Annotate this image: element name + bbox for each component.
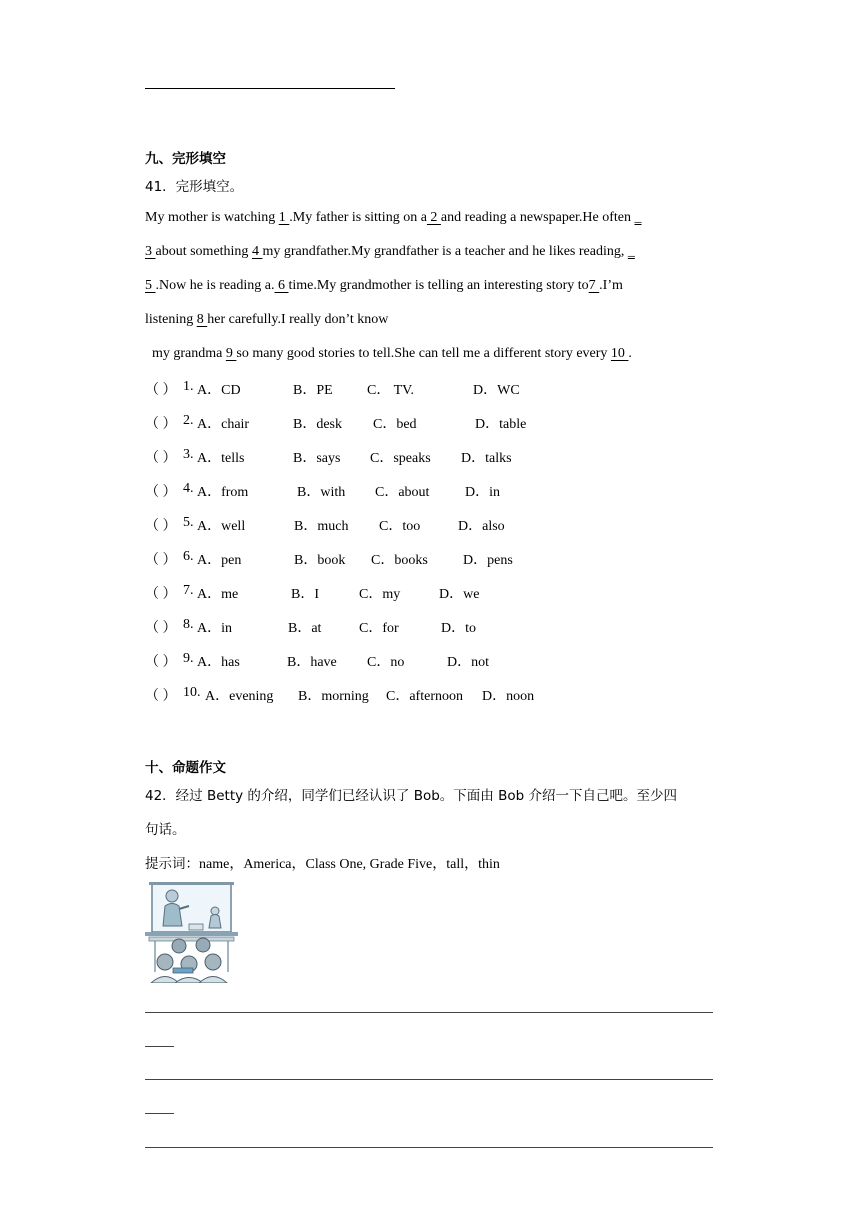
option-c[interactable]: C．no — [367, 655, 405, 670]
option-b[interactable]: B．have — [287, 655, 337, 670]
classroom-illustration — [145, 882, 238, 983]
hint-label: 提示词： — [145, 856, 199, 872]
passage-line-5: my grandma 9 so many good stories to tell.She can tell me a different story every 10 . — [152, 346, 632, 361]
answer-paren[interactable]: （ ） — [145, 553, 177, 568]
option-b[interactable]: B．with — [297, 485, 346, 500]
answer-paren[interactable]: （ ） — [145, 587, 177, 602]
option-a[interactable]: A．evening — [205, 689, 274, 704]
option-c[interactable]: C．too — [379, 519, 421, 534]
option-d[interactable]: D．to — [441, 621, 476, 636]
top-rule — [145, 88, 395, 89]
option-b[interactable]: B．book — [294, 553, 346, 568]
question-41-label: 41．完形填空。 — [145, 179, 244, 195]
option-c[interactable]: C．for — [359, 621, 399, 636]
answer-paren[interactable]: （ ） — [145, 451, 177, 466]
option-d[interactable]: D．table — [475, 417, 527, 432]
blank-6[interactable]: 6 — [274, 278, 289, 293]
blank-7[interactable]: 7 — [588, 278, 600, 293]
option-a[interactable]: A．well — [197, 519, 246, 534]
blank-10[interactable]: 10 — [610, 346, 629, 361]
option-b[interactable]: B．says — [293, 451, 341, 466]
option-c[interactable]: C．speaks — [370, 451, 431, 466]
option-d[interactable]: D．WC — [473, 383, 520, 398]
blank-5-start[interactable]: _ — [627, 244, 635, 259]
answer-paren[interactable]: （ ） — [145, 485, 177, 500]
blank-4[interactable]: 4 — [251, 244, 263, 259]
option-c[interactable]: C．bed — [373, 417, 417, 432]
passage-line-1: My mother is watching 1 .My father is sitting on a 2 and reading a newspaper.He often _ — [145, 210, 642, 225]
answer-paren[interactable]: （ ） — [145, 655, 177, 670]
option-c[interactable]: C．books — [371, 553, 428, 568]
answer-line-3[interactable] — [145, 1147, 713, 1148]
option-b[interactable]: B．much — [294, 519, 349, 534]
option-c[interactable]: C．afternoon — [386, 689, 463, 704]
option-b[interactable]: B．morning — [298, 689, 369, 704]
hint-words: name，America，Class One, Grade Five，tall，thin — [199, 857, 500, 872]
answer-paren[interactable]: （ ） — [145, 519, 177, 534]
passage-line-2: 3 about something 4 my grandfather.My grandfather is a teacher and he likes reading, _ — [145, 244, 635, 259]
blank-3[interactable]: 3 — [145, 244, 156, 259]
option-d[interactable]: D．noon — [482, 689, 535, 704]
answer-paren[interactable]: （ ） — [145, 417, 177, 432]
hint-words-line — [145, 852, 500, 873]
passage-line-3: 5 .Now he is reading a. 6 time.My grandmother is telling an interesting story to7 .I’m — [145, 278, 623, 293]
option-a[interactable]: A．in — [197, 621, 232, 636]
option-c[interactable]: C．about — [375, 485, 430, 500]
option-a[interactable]: A．pen — [197, 553, 242, 568]
option-b[interactable]: B．I — [291, 587, 319, 602]
option-a[interactable]: A．has — [197, 655, 240, 670]
option-d[interactable]: D．also — [458, 519, 505, 534]
option-b[interactable]: B．PE — [293, 383, 333, 398]
blank-1[interactable]: 1 — [278, 210, 290, 225]
answer-line-1-tail[interactable] — [145, 1046, 174, 1047]
blank-9[interactable]: 9 — [225, 346, 237, 361]
question-42-prompt: 42．经过 Betty 的介绍，同学们已经认识了 Bob。下面由 Bob 介绍一下自己吧。至少四 — [145, 788, 677, 804]
option-d[interactable]: D．talks — [461, 451, 512, 466]
answer-line-2-tail[interactable] — [145, 1113, 174, 1114]
option-a[interactable]: A．chair — [197, 417, 250, 432]
answer-line-2[interactable] — [145, 1079, 713, 1080]
section-9-title: 九、完形填空 — [145, 151, 226, 167]
section-10-title: 十、命题作文 — [145, 760, 226, 776]
answer-paren[interactable]: （ ） — [145, 689, 177, 704]
question-42-prompt-cont: 句话。 — [145, 822, 186, 838]
option-a[interactable]: A．CD — [197, 383, 241, 398]
blank-3-start[interactable]: _ — [634, 210, 642, 225]
option-d[interactable]: D．pens — [463, 553, 513, 568]
option-a[interactable]: A．tells — [197, 451, 245, 466]
option-d[interactable]: D．in — [465, 485, 500, 500]
option-a[interactable]: A．from — [197, 485, 249, 500]
option-d[interactable]: D．we — [439, 587, 480, 602]
passage-line-4: listening 8 her carefully.I really don’t know — [145, 312, 389, 327]
blank-8[interactable]: 8 — [196, 312, 208, 327]
blank-2[interactable]: 2 — [426, 210, 441, 225]
option-d[interactable]: D．not — [447, 655, 489, 670]
answer-line-1[interactable] — [145, 1012, 713, 1013]
blank-5[interactable]: 5 — [145, 278, 156, 293]
option-c[interactable]: C． TV. — [367, 383, 414, 398]
answer-paren[interactable]: （ ） — [145, 621, 177, 636]
option-b[interactable]: B．desk — [293, 417, 342, 432]
option-c[interactable]: C．my — [359, 587, 401, 602]
answer-paren[interactable]: （ ） — [145, 383, 177, 398]
option-b[interactable]: B．at — [288, 621, 322, 636]
option-a[interactable]: A．me — [197, 587, 239, 602]
